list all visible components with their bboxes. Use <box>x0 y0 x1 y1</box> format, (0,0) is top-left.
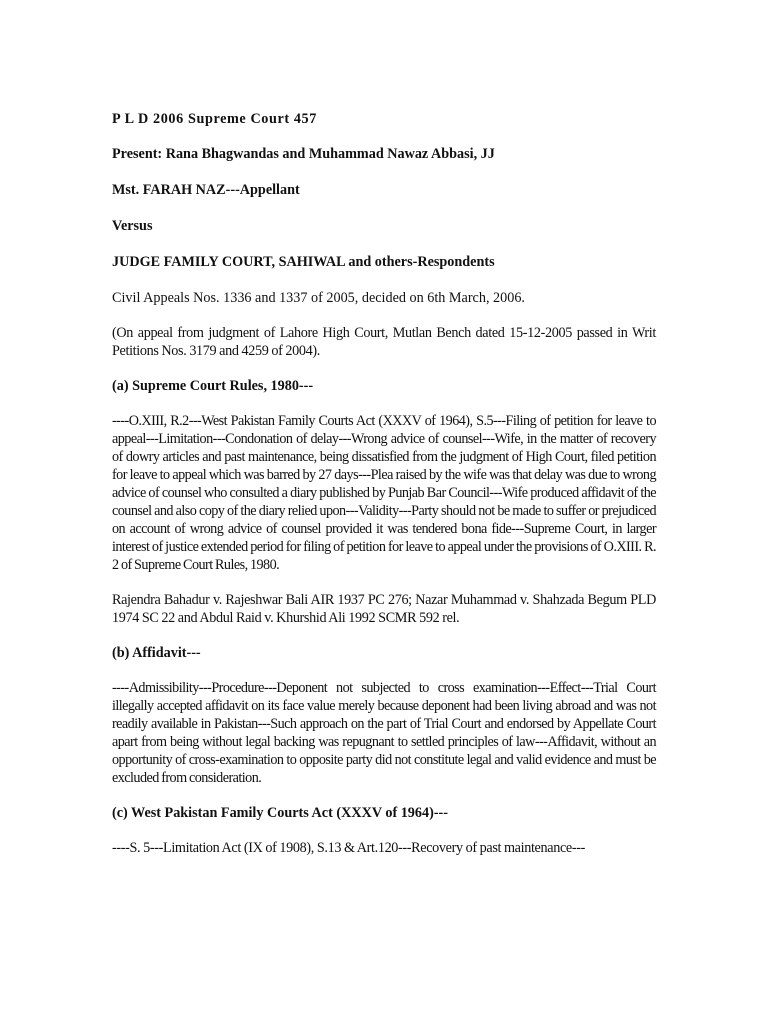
section-a-cases: Rajendra Bahadur v. Rajeshwar Bali AIR 1937 PC 276; Nazar Muhammad v. Shahzada Begum PLD 1974 SC 22 and Abdul Raid v. Khurshid Ali 1992 SCMR 592 rel. <box>112 592 656 626</box>
section-a-body: ----O.XIII, R.2---West Pakistan Family Courts Act (XXXV of 1964), S.5---Filing of petition for leave to appeal---Limitation---Condonation of delay---Wrong advice of counsel---Wife, in the matter of recovery of dowry articles and past maintenance, being dissatisfied from the judgment of High Court, filed petition for leave to appeal which was barred by 27 days---Plea raised by the wife was that delay was due to wrong advice of counsel who consulted a diary published by Punjab Bar Council---Wife produced affidavit of the counsel and also copy of the diary relied upon---Validity---Party should not be made to suffer or prejudiced on account of wrong advice of counsel provided it was tendered bona fide---Supreme Court, in larger interest of justice extended period for filing of petition for leave to appeal under the provisions of O.XIII. R. 2 of Supreme Court Rules, 1980. <box>112 413 656 573</box>
appellant: Mst. FARAH NAZ---Appellant <box>112 182 300 198</box>
versus: Versus <box>112 218 153 234</box>
section-b-heading: (b) Affidavit--- <box>112 645 201 661</box>
section-b-body: ----Admissibility---Procedure---Deponent not subjected to cross examination---Effect---Trial Court illegally accepted affidavit on its face value merely because deponent had been living abroad and was not readily available in Pakistan---Such approach on the part of Trial Court and endorsed by Appellate Court apart from being without legal backing was repugnant to settled principles of law---Affidavit, without an opportunity of cross-examination to opposite party did not constitute legal and valid evidence and must be excluded from consideration. <box>112 680 656 786</box>
section-a-heading: (a) Supreme Court Rules, 1980--- <box>112 378 314 394</box>
citation: P L D 2006 Supreme Court 457 <box>112 111 317 127</box>
bench-present: Present: Rana Bhagwandas and Muhammad Nawaz Abbasi, JJ <box>112 146 495 162</box>
section-c-heading: (c) West Pakistan Family Courts Act (XXXV of 1964)--- <box>112 805 448 821</box>
section-c-body: ----S. 5---Limitation Act (IX of 1908), S.13 & Art.120---Recovery of past maintenance--- <box>112 840 585 856</box>
on-appeal-note: (On appeal from judgment of Lahore High Court, Mutlan Bench dated 15-12-2005 passed in Writ Petitions Nos. 3179 and 4259 of 2004). <box>112 325 656 359</box>
document-page <box>112 110 656 857</box>
appeal-details: Civil Appeals Nos. 1336 and 1337 of 2005, decided on 6th March, 2006. <box>112 290 525 306</box>
respondents: JUDGE FAMILY COURT, SAHIWAL and others-Respondents <box>112 254 495 270</box>
